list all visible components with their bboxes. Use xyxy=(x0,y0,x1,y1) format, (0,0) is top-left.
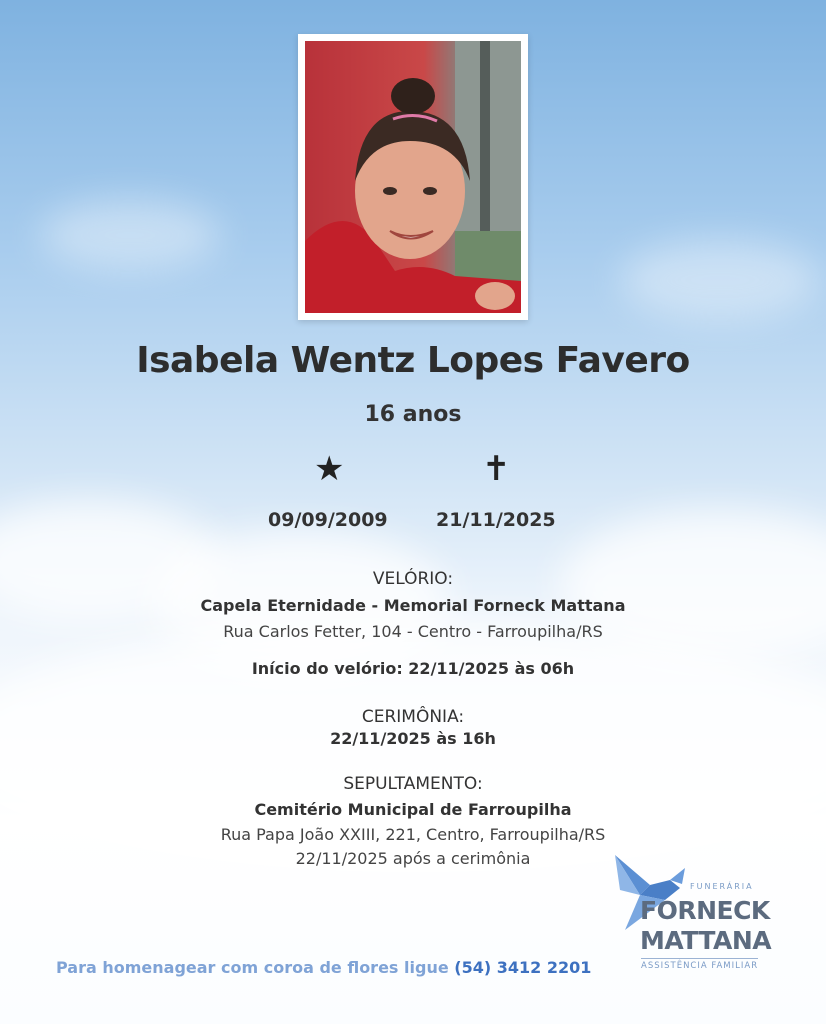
phone-number[interactable]: (54) 3412 2201 xyxy=(454,958,592,977)
sepultamento-time: 22/11/2025 após a cerimônia xyxy=(295,849,531,868)
sepultamento-address: Rua Papa João XXIII, 221, Centro, Farroupilha/RS xyxy=(220,825,606,844)
velorio-start: Início do velório: 22/11/2025 às 06h xyxy=(251,659,575,678)
star-icon: ★ xyxy=(314,449,345,489)
sepultamento-label: SEPULTAMENTO: xyxy=(343,774,483,794)
cerimonia-section xyxy=(0,707,826,748)
cerimonia-label: CERIMÔNIA: xyxy=(361,707,465,727)
velorio-section xyxy=(0,569,826,678)
portrait-illustration xyxy=(305,41,521,313)
funeral-home-logo xyxy=(610,850,780,980)
velorio-label: VELÓRIO: xyxy=(372,569,454,589)
cerimonia-time: 22/11/2025 às 16h xyxy=(330,729,496,748)
sepultamento-place: Cemitério Municipal de Farroupilha xyxy=(254,800,572,819)
logo-bottom-text: ASSISTÊNCIA FAMILIAR xyxy=(641,958,758,971)
birth-date: 09/09/2009 xyxy=(268,509,388,531)
footer-text: Para homenagear com coroa de flores ligue xyxy=(56,958,455,977)
death-date: 21/11/2025 xyxy=(436,509,556,531)
logo-line2: MATTANA xyxy=(640,926,772,955)
flower-tribute-note xyxy=(56,958,591,977)
logo-line1: FORNECK xyxy=(640,896,770,925)
portrait-frame xyxy=(298,34,528,320)
portrait-photo xyxy=(305,41,521,313)
velorio-address: Rua Carlos Fetter, 104 - Centro - Farroupilha/RS xyxy=(223,622,603,641)
cloud xyxy=(620,240,820,320)
deceased-age: 16 anos xyxy=(364,402,462,427)
cloud xyxy=(40,200,220,270)
cross-icon: ✝ xyxy=(482,449,511,489)
deceased-name: Isabela Wentz Lopes Favero xyxy=(136,340,690,381)
logo-top-text: FUNERÁRIA xyxy=(690,882,754,891)
velorio-place: Capela Eternidade - Memorial Forneck Mattana xyxy=(200,596,626,615)
